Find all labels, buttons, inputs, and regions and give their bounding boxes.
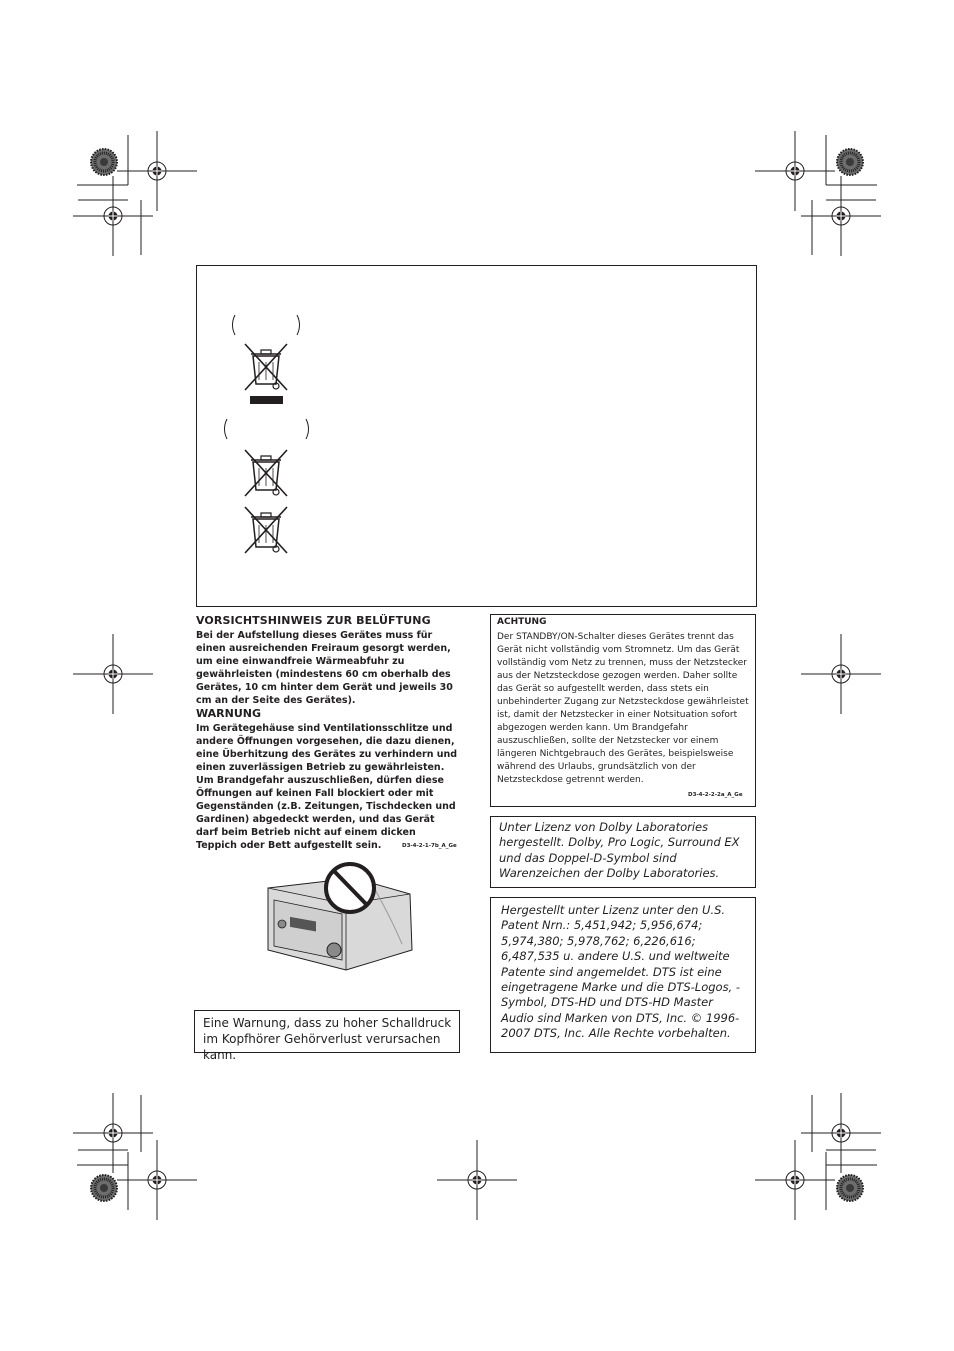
- ventilation-title: VORSICHTSHINWEIS ZUR BELÜFTUNG: [196, 614, 431, 627]
- registration-mark-icon: [801, 1093, 881, 1173]
- registration-mark-icon: [801, 634, 881, 714]
- warning-body-text: Im Gerätegehäuse sind Ventilationsschlitze und andere Öffnungen vorgesehen, die dazu dienen, eine Überhitzung des Gerätes zu verhindern und einen zuverlässigen Betrieb zu gewährleisten. Um Brandgefahr auszuschließen, dürfen diese Öffnungen auf keinen Fall blockiert oder mit Gegenständen (z.B. Zeitungen, Tischdecken und Gardinen) abgedeckt werden, und das Gerät darf beim Betrieb nicht auf einem dicken Teppich oder Bett aufgestellt sein.: [196, 723, 458, 851]
- registration-mark-icon: [73, 634, 153, 714]
- color-target-icon: [837, 1175, 863, 1201]
- achtung-title: ACHTUNG: [497, 617, 547, 627]
- weee-bin-icon: [245, 450, 287, 496]
- registration-mark-icon: [755, 1140, 835, 1220]
- covered-receiver-illustration: [262, 860, 422, 980]
- weee-bin-icon: [245, 507, 287, 553]
- headphone-warning-text: Eine Warnung, dass zu hoher Schalldruck im Kopfhörer Gehörverlust verursachen kann.: [203, 1016, 452, 1062]
- registration-mark-icon: [117, 1140, 197, 1220]
- color-target-icon: [91, 149, 117, 175]
- registration-mark-icon: [755, 131, 835, 211]
- weee-bin-icon: [245, 344, 287, 390]
- warning-title: WARNUNG: [196, 707, 261, 720]
- dolby-license-text: Unter Lizenz von Dolby Laboratories hergestellt. Dolby, Pro Logic, Surround EX und das Doppel-D-Symbol sind Warenzeichen der Dolby Laboratories.: [499, 820, 740, 881]
- achtung-code: D3-4-2-2-2a_A_Ge: [688, 792, 743, 798]
- prohibition-icon: [326, 864, 374, 912]
- disposal-symbols: [215, 305, 335, 605]
- registration-mark-icon: [117, 131, 197, 211]
- dts-license-text: Hergestellt unter Lizenz unter den U.S. Patent Nrn.: 5,451,942; 5,956,674; 5,974,380; 5,978,762; 6,226,616; 6,487,535 u. andere U.S. und weltweite Patente sind angemeldet. DTS ist eine eingetragene Marke und die DTS-Logos, -Symbol, DTS-HD und DTS-HD Master Audio sind Marken von DTS, Inc. © 1996-2007 DTS, Inc. Alle Rechte vorbehalten.: [501, 903, 741, 1041]
- registration-mark-icon: [801, 176, 881, 256]
- warning-body: [196, 722, 458, 852]
- achtung-body: Der STANDBY/ON-Schalter dieses Gerätes trennt das Gerät nicht vollständig vom Stromnetz. Um das Gerät vollständig vom Netz zu trennen, muss der Netzstecker aus der Netzsteckdose gezogen werden. Daher sollte das Gerät so aufgestellt werden, dass stets ein unbehinderter Zugang zur Netzsteckdose gewährleistet ist, damit der Netzstecker in einer Notsituation sofort abgezogen werden kann. Um Brandgefahr auszuschließen, sollte der Netzstecker vor einem längeren Nichtgebrauch des Gerätes, beispielsweise während des Urlaubs, grundsätzlich von der Netzsteckdose getrennt werden.: [497, 632, 749, 785]
- warning-code: D3-4-2-1-7b_A_Ge: [402, 843, 457, 849]
- color-target-icon: [837, 149, 863, 175]
- color-target-icon: [91, 1175, 117, 1201]
- registration-mark-icon: [437, 1140, 517, 1220]
- ventilation-body: Bei der Aufstellung dieses Gerätes muss für einen ausreichenden Freiraum gesorgt werden, um eine einwandfreie Wärmeabfuhr zu gewährleisten (mindestens 60 cm oberhalb des Gerätes, 10 cm hinter dem Gerät und jeweils 30 cm an der Seite des Gerätes).: [196, 630, 453, 706]
